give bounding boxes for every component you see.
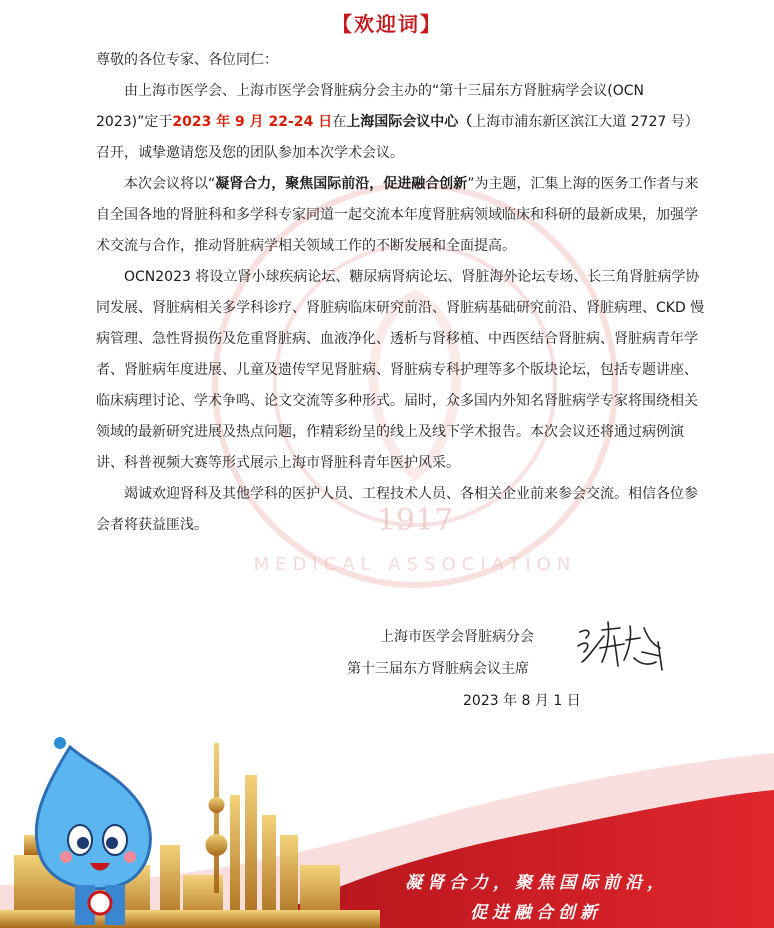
paragraph-theme	[96, 169, 706, 262]
handwritten-signature	[574, 618, 670, 674]
footer-slogan-line2: 促进融合创新	[470, 903, 602, 923]
theme-prefix: 本次会议将以“	[124, 176, 216, 192]
signature-organization: 上海市医学会肾脏病分会	[380, 629, 534, 645]
mascot-water-drop	[0, 735, 174, 928]
watermark-year: 1917	[376, 503, 454, 538]
signature-date: 2023 年 8 月 1 日	[463, 693, 581, 709]
letter-body	[96, 45, 706, 541]
salutation: 尊敬的各位专家、各位同仁：	[96, 52, 278, 68]
conference-date: 2023 年 9 月 22-24 日	[172, 114, 333, 130]
paragraph-forums: OCN2023 将设立肾小球疾病论坛、糖尿病肾病论坛、肾脏海外论坛专场、长三角肾脏病学协同发展、肾脏病相关多学科诊疗、肾脏病临床研究前沿、肾脏病基础研究前沿、肾脏病理、CKD 慢病管理、急性肾损伤及危重肾脏病、血液净化、透析与肾移植、中西医结合肾脏病、肾脏病青年学者、肾脏病年度进展、儿童及遗传罕见肾脏病、肾脏病专科护理等多个版块论坛，包括专题讲座、临床病理讨论、学术争鸣、论文交流等多种形式。届时，众多国内外知名肾脏病学专家将围绕相关领域的最新研究进展及热点问题，作精彩纷呈的线上及线下学术报告。本次会议还将通过病例演讲、科普视频大赛等形式展示上海市肾脏科青年医护风采。	[96, 269, 705, 471]
intro-connector: 在	[332, 114, 347, 130]
conference-theme: 凝肾合力，聚焦国际前沿，促进融合创新	[215, 176, 468, 192]
intro-text: 由上海市医学会、上海市医学会肾脏病分会主办的“第十三届东方肾脏病学会议(OCN 2023)”定于	[96, 83, 644, 130]
paragraph-intro	[96, 76, 706, 169]
footer-slogan-line1: 凝肾合力，聚焦国际前沿，	[405, 873, 669, 893]
page-title: 【欢迎词】	[332, 12, 442, 36]
watermark-text: MEDICAL ASSOCIATION	[253, 554, 577, 575]
signature-role: 第十三届东方肾脏病会议主席	[347, 661, 529, 677]
paragraph-welcome: 竭诚欢迎肾科及其他学科的医护人员、工程技术人员、各相关企业前来参会交流。相信各位参会者将获益匪浅。	[96, 486, 698, 533]
venue-address: 上海市浦东新区滨江大道 2727 号）召开，诚挚邀请您及您的团队参加本次学术会议。	[96, 114, 699, 161]
conference-venue: 上海国际会议中心（	[346, 114, 473, 130]
theme-suffix: ”为主题，汇集上海的医务工作者与来自全国各地的肾脏科和多学科专家同道一起交流本年度肾脏病领域临床和科研的最新成果，加强学术交流与合作，推动肾脏病学相关领域工作的不断发展和全面提高。	[96, 176, 699, 254]
footer-banner	[0, 735, 774, 928]
